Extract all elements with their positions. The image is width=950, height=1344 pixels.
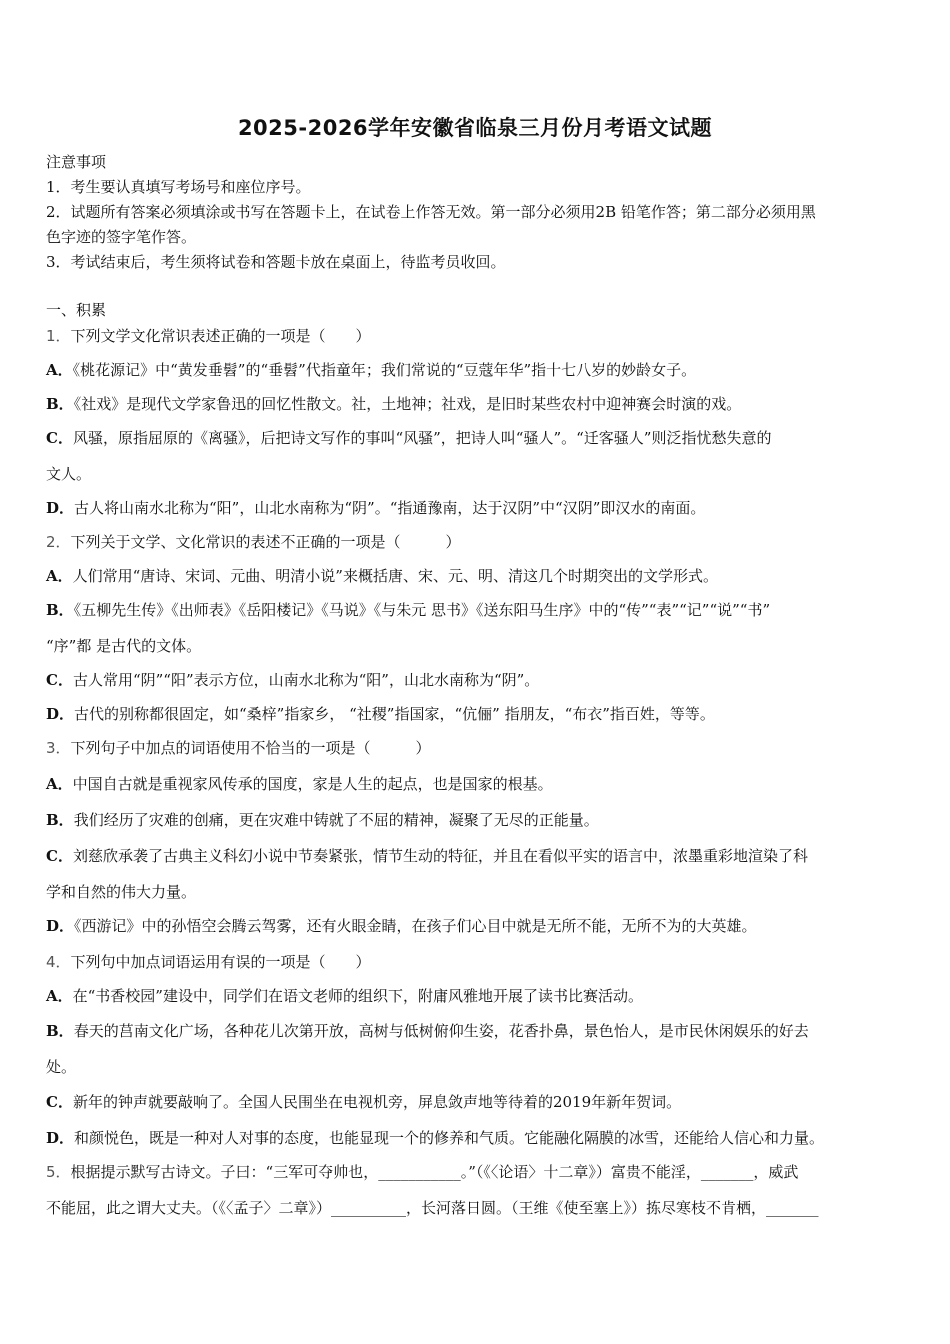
option-text: 我们经历了灾难的创痛，更在灾难中铸就了不屈的精神，凝聚了无尽的正能量。 [73, 811, 599, 829]
question-2-option-b-cont: “序”都 是古代的文体。 [46, 637, 202, 655]
option-label: B． [46, 811, 74, 829]
option-label: C． [46, 429, 73, 447]
notice-item-2: 2．试题所有答案必须填涂或书写在答题卡上，在试卷上作答无效。第一部分必须用2B 铅笔作答；第二部分必须用黑 [46, 203, 816, 221]
question-3-option-a [46, 774, 908, 794]
section-heading: 一、积累 [46, 301, 107, 319]
question-2-option-b [46, 600, 908, 620]
question-4-stem [46, 952, 908, 972]
question-3-option-c [46, 846, 908, 866]
page-title: 2025-2026学年安徽省临泉三月份月考语文试题 [237, 116, 713, 140]
question-3-option-b [46, 810, 908, 830]
notice-item-2-cont: 色字迹的签字笔作答。 [46, 228, 197, 246]
question-5-line-2: 不能屈，此之谓大丈夫。（《〈孟子〉二章》）__________，长河落日圆。（王维《使至塞上》）拣尽寒枝不肯栖，_______ [46, 1199, 819, 1217]
question-4-option-b-cont: 处。 [46, 1058, 77, 1076]
question-1-option-b [46, 394, 908, 414]
question-1-option-c [46, 428, 908, 448]
option-text: 中国自古就是重视家风传承的国度，家是人生的起点，也是国家的根基。 [72, 775, 553, 793]
option-text: 新年的钟声就要敲响了。全国人民围坐在电视机旁，屏息敛声地等待着的2019年新年贺词。 [72, 1093, 682, 1111]
notice-heading: 注意事项 [46, 153, 107, 171]
option-label: A． [46, 361, 73, 379]
question-3-option-d [46, 916, 908, 936]
option-label: B． [46, 1022, 74, 1040]
question-3-text: 下列句子中加点的词语使用不恰当的一项是（ ） [70, 739, 431, 757]
question-2-stem [46, 532, 908, 552]
option-label: B． [46, 395, 74, 413]
option-label: D． [46, 917, 75, 935]
option-text: 在“书香校园”建设中，同学们在语文老师的组织下，附庸风雅地开展了读书比赛活动。 [72, 987, 643, 1005]
option-label: C． [46, 671, 73, 689]
option-label: B． [46, 601, 74, 619]
question-4-option-a [46, 986, 908, 1006]
option-text: 风骚，原指屈原的《离骚》，后把诗文写作的事叫“风骚”，把诗人叫“骚人”。“迁客骚人”则泛指忧愁失意的 [72, 429, 772, 447]
notice-item-1: 1．考生要认真填写考场号和座位序号。 [46, 178, 311, 196]
question-4-option-d [46, 1128, 908, 1148]
option-text: 和颜悦色，既是一种对人对事的态度，也能显现一个的修养和气质。它能融化隔膜的冰雪，还能给人信心和力量。 [74, 1129, 825, 1147]
question-1-option-d [46, 498, 908, 518]
question-1-text: 下列文学文化常识表述正确的一项是（ ） [70, 327, 371, 345]
option-text: 《五柳先生传》《出师表》《岳阳楼记》《马说》《与朱元 思书》《送东阳马生序》中的“传”“表”“记”“说”“书” [73, 601, 771, 619]
question-3-stem [46, 738, 908, 758]
option-text: 《桃花源记》中“黄发垂髫”的“垂髫”代指童年；我们常说的“豆蔻年华”指十七八岁的妙龄女子。 [72, 361, 697, 379]
question-5-line-1 [46, 1162, 908, 1182]
option-text: 古代的别称都很固定，如“桑梓”指家乡， “社稷”指国家，“伉俪” 指朋友，“布衣”指百姓，等等。 [74, 705, 715, 723]
question-2-option-d [46, 704, 908, 724]
notice-item-3: 3．考试结束后，考生须将试卷和答题卡放在桌面上，待监考员收回。 [46, 253, 506, 271]
question-2-option-a [46, 566, 908, 586]
option-text: 人们常用“唐诗、宋词、元曲、明清小说”来概括唐、宋、元、明、清这几个时期突出的文学形式。 [72, 567, 718, 585]
question-5-text: 根据提示默写古诗文。子曰：“三军可夺帅也，___________。”（《〈论语〉十二章》）富贵不能淫，_______，威武 [70, 1163, 799, 1181]
question-5-number: 5． [46, 1163, 71, 1181]
option-label: A． [46, 987, 73, 1005]
question-4-option-b [46, 1021, 908, 1041]
option-label: D． [46, 1129, 75, 1147]
option-label: D． [46, 499, 75, 517]
question-1-number: 1． [46, 327, 71, 345]
question-1-option-a [46, 360, 908, 380]
option-text: 《社戏》是现代文学家鲁迅的回忆性散文。社，土地神；社戏，是旧时某些农村中迎神赛会时演的戏。 [73, 395, 742, 413]
question-3-number: 3． [46, 739, 71, 757]
option-label: C． [46, 1093, 73, 1111]
option-label: A． [46, 775, 73, 793]
question-4-option-c [46, 1092, 908, 1112]
option-label: C． [46, 847, 73, 865]
question-1-option-c-cont: 文人。 [46, 465, 92, 483]
question-1-stem [46, 326, 908, 346]
question-4-text: 下列句中加点词语运用有误的一项是（ ） [70, 953, 371, 971]
option-text: 古人常用“阴”“阳”表示方位，山南水北称为“阳”，山北水南称为“阴”。 [72, 671, 540, 689]
option-text: 刘慈欣承袭了古典主义科幻小说中节奏紧张，情节生动的特征，并且在看似平实的语言中，浓墨重彩地渲染了科 [72, 847, 808, 865]
option-text: 《西游记》中的孙悟空会腾云驾雾，还有火眼金睛，在孩子们心目中就是无所不能，无所不为的大英雄。 [74, 917, 757, 935]
question-3-option-c-cont: 学和自然的伟大力量。 [46, 883, 197, 901]
question-2-option-c [46, 670, 908, 690]
question-4-number: 4． [46, 953, 71, 971]
option-label: D． [46, 705, 75, 723]
question-2-number: 2． [46, 533, 71, 551]
option-text: 古人将山南水北称为“阳”，山北水南称为“阴”。“指通豫南，达于汉阴”中“汉阴”即汉水的南面。 [74, 499, 706, 517]
option-text: 春天的莒南文化广场，各种花儿次第开放，高树与低树俯仰生姿，花香扑鼻，景色怡人，是市民休闲娱乐的好去 [73, 1022, 809, 1040]
question-2-text: 下列关于文学、文化常识的表述不正确的一项是（ ） [70, 533, 461, 551]
option-label: A． [46, 567, 73, 585]
